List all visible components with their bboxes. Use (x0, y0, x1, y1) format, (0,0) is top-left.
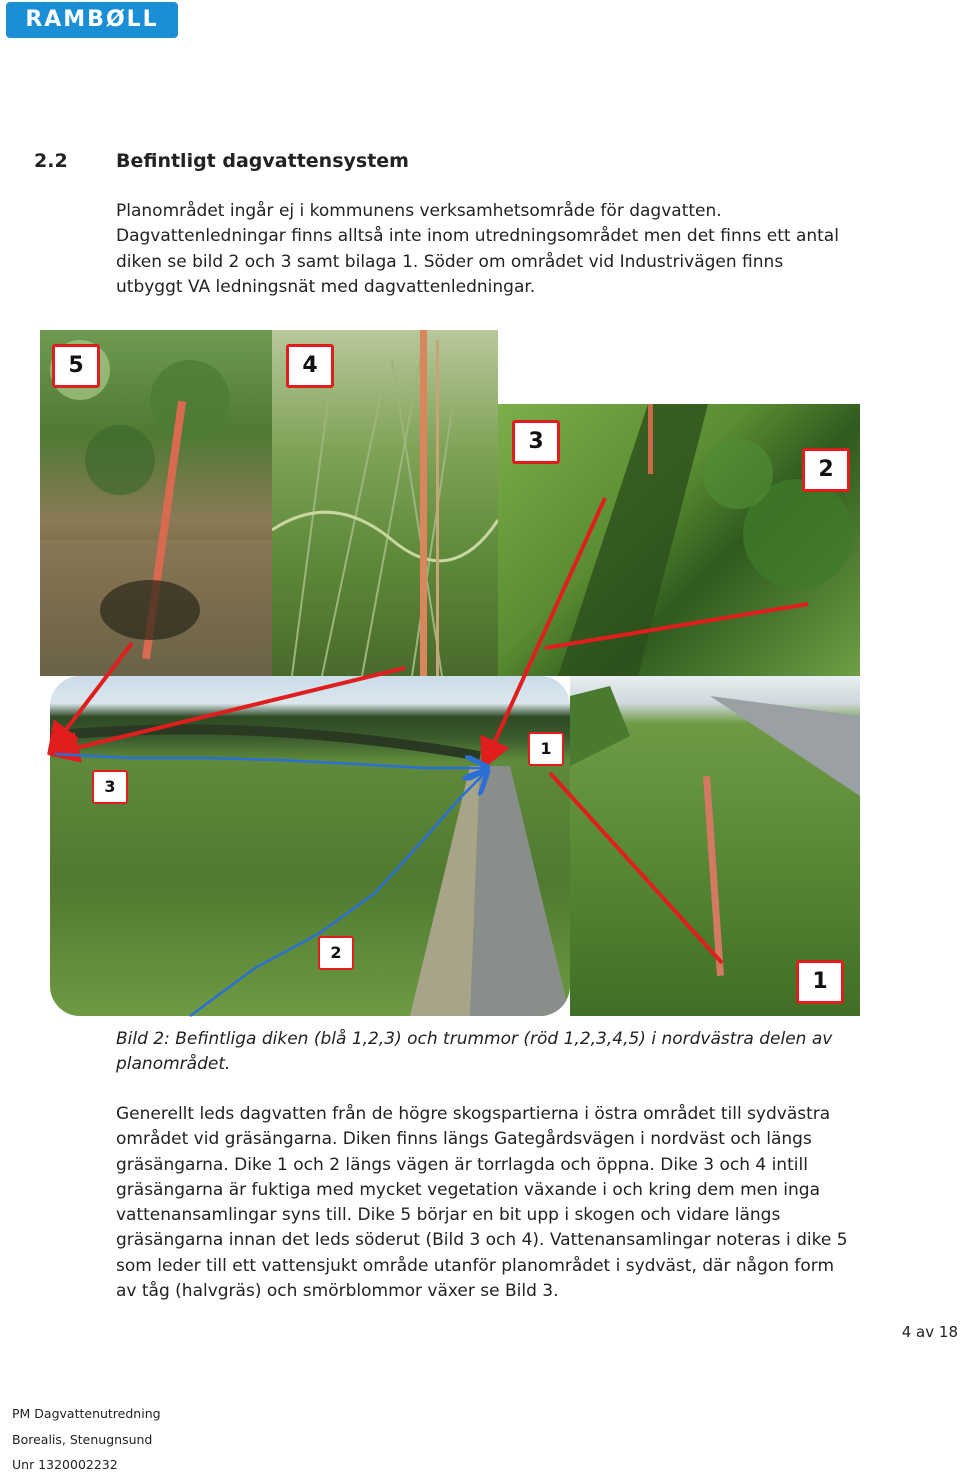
label-photo-5: 5 (52, 344, 100, 388)
blue-dike-2 (190, 773, 485, 1016)
intro-paragraph: Planområdet ingår ej i kommunens verksamhetsområde för dagvatten. Dagvattenledningar finns alltså inte inom utredningsområdet men det finns ett antal diken se bild 2 och 3 samt bilaga 1. Söder om området vid Industrivägen finns utbyggt VA ledningsnät med dagvattenledningar. (116, 201, 839, 297)
label-photo-3: 3 (512, 420, 560, 464)
figure-bild-2 (40, 328, 860, 1018)
figure-caption: Bild 2: Befintliga diken (blå 1,2,3) och trummor (röd 1,2,3,4,5) i nordvästra delen av planområdet. (116, 1029, 833, 1075)
footer-line-1: PM Dagvattenutredning (12, 1406, 161, 1421)
figure-arrows (40, 328, 860, 1018)
label-dike-2: 2 (318, 936, 354, 970)
footer-line-3: Unr 1320002232 (12, 1457, 118, 1472)
label-dike-1: 1 (528, 732, 564, 766)
label-dike-3: 3 (92, 770, 128, 804)
label-photo-1: 1 (796, 960, 844, 1004)
page-number: 4 av 18 (901, 1323, 958, 1341)
red-arrow-4 (55, 668, 405, 753)
blue-dike-3 (55, 754, 485, 768)
ramboll-logo: RAMBØLL (6, 2, 178, 38)
red-arrow-5 (52, 643, 132, 748)
body-paragraph: Generellt leds dagvatten från de högre skogspartierna i östra området till sydvästra området vid gräsängarna. Diken finns längs Gategårdsvägen i nordväst och längs gräsängarna. Dike 1 och 2 längs vägen är torrlagda och öppna. Dike 3 och 4 intill gräsängarna är fuktiga med mycket vegetation växande i och kring dem men inga vattenansamlingar syns till. Dike 5 börjar en bit upp i skogen och vidare längs gräsängarna innan det leds söderut (Bild 3 och 4). Vattenansamlingar noteras i dike 5 som leder till ett vattensjukt område utanför planområdet i sydväst, där någon form av tåg (halvgräs) och smörblommor växer se Bild 3. (116, 1104, 848, 1302)
label-photo-4: 4 (286, 344, 334, 388)
label-photo-2: 2 (802, 448, 850, 492)
section-number: 2.2 (34, 150, 68, 172)
footer-line-2: Borealis, Stenugnsund (12, 1432, 153, 1447)
red-arrow-1 (550, 773, 722, 963)
section-title: Befintligt dagvattensystem (116, 150, 409, 172)
red-arrows (52, 498, 808, 963)
red-arrow-3 (485, 498, 605, 763)
red-arrow-2 (545, 604, 808, 648)
